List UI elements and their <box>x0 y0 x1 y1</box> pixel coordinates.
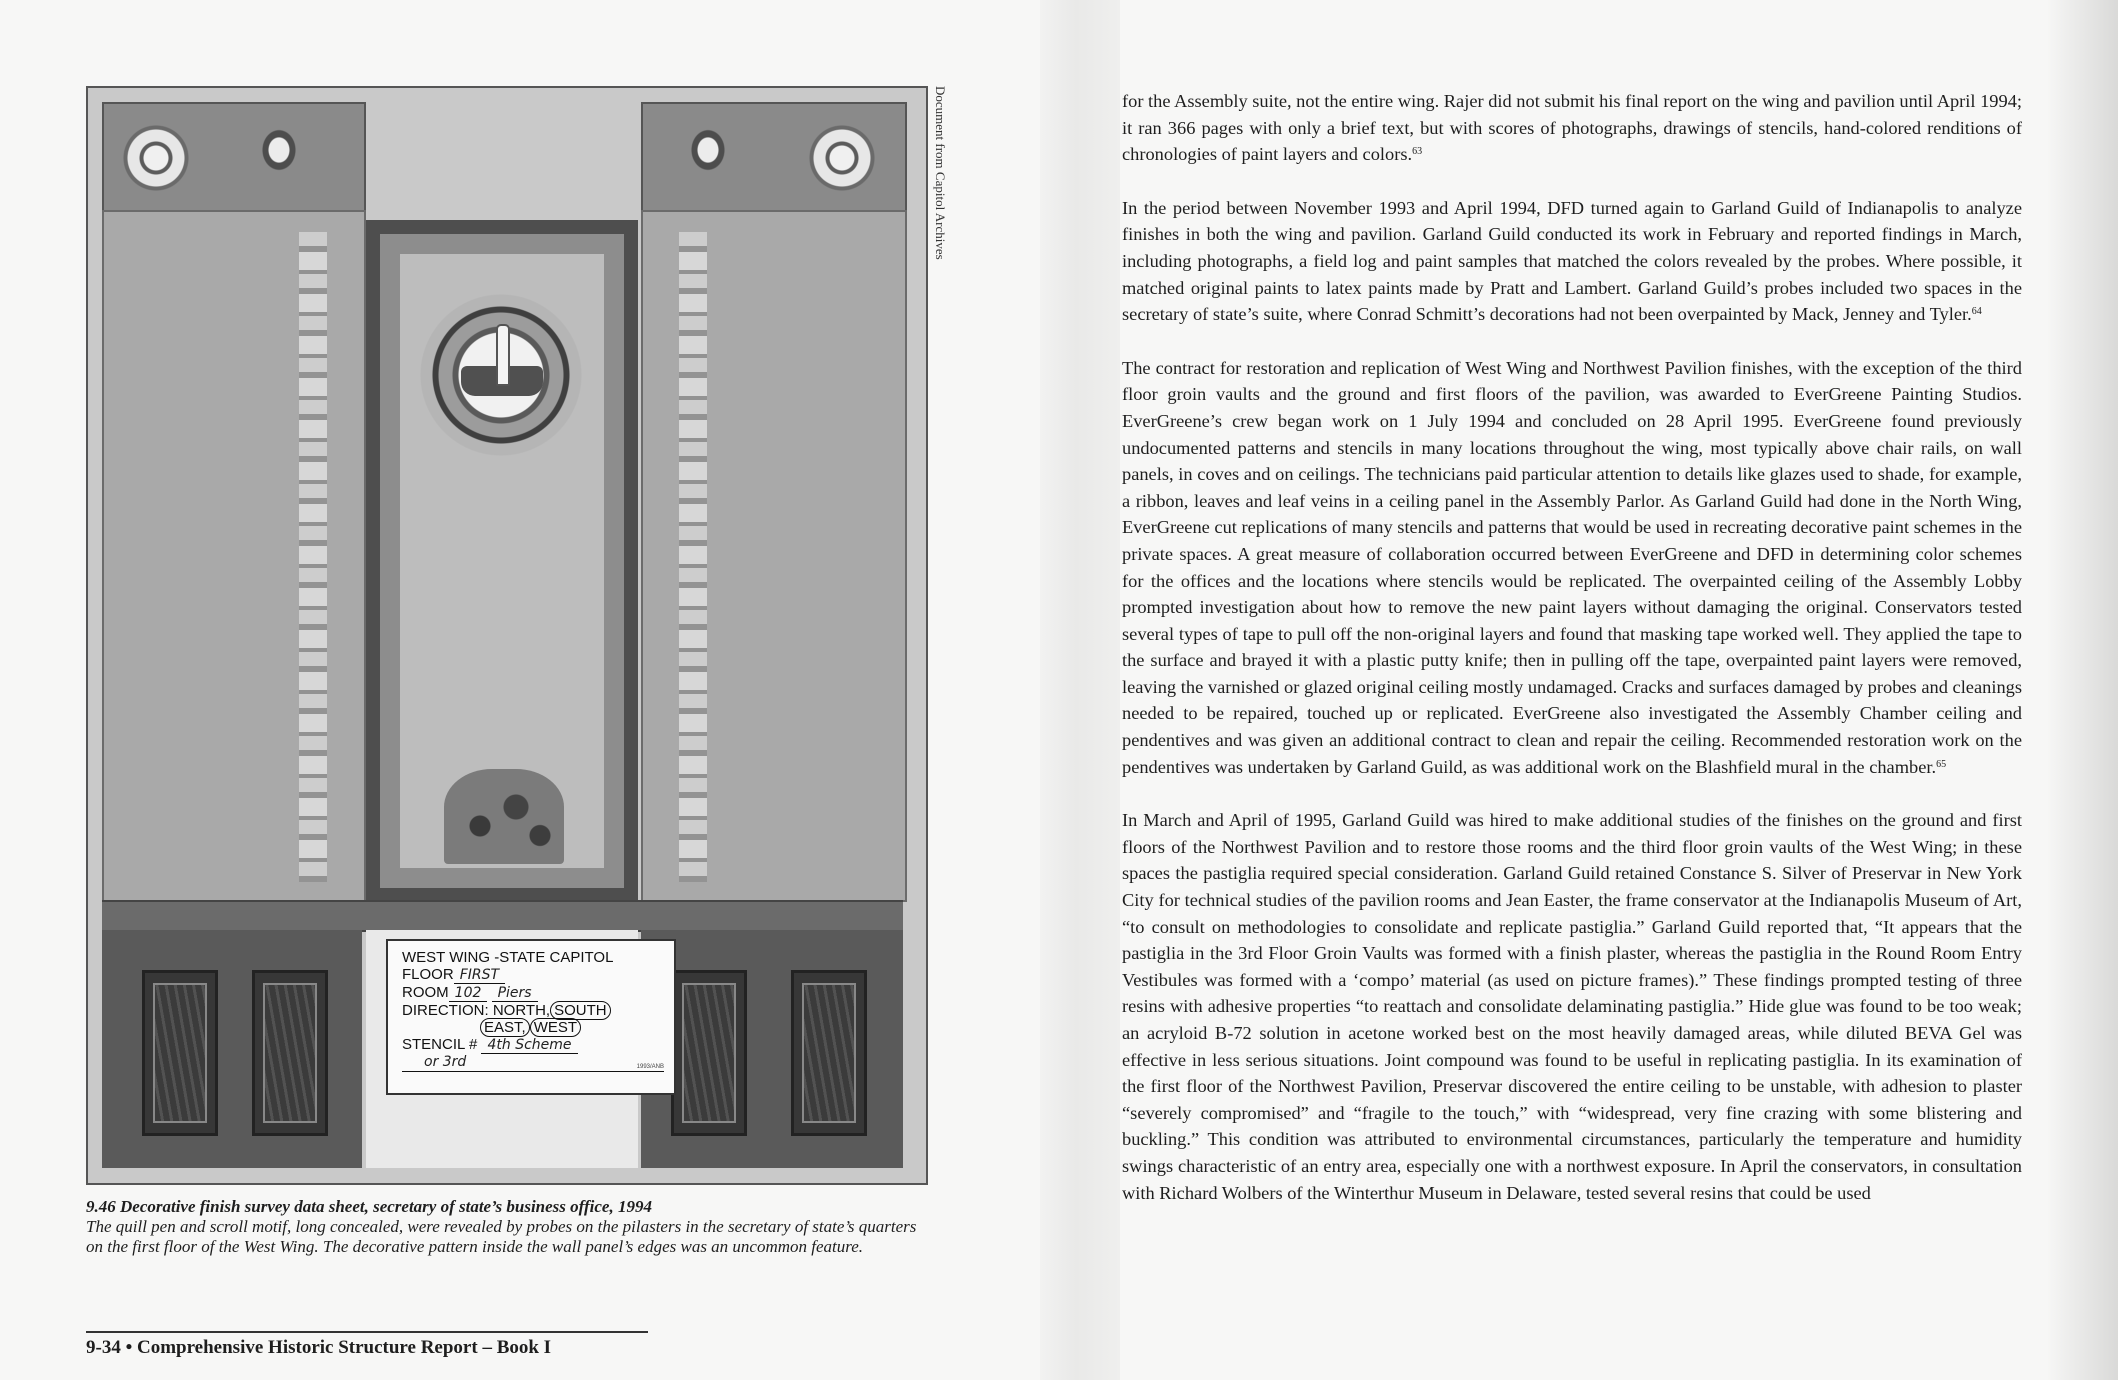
label-line-room: ROOM 102 Piers <box>402 984 664 1002</box>
vine-stencil <box>679 232 707 882</box>
label-line-floor: FLOOR FIRST <box>402 966 664 984</box>
caption-body: The quill pen and scroll motif, long concealed, were revealed by probes on the pilasters in the secretary of state’s quarters on the first floor of the West Wing. The decorative pattern inside the wall panel’s edges was an uncommon feature. <box>86 1217 917 1256</box>
vine-stencil <box>299 232 327 882</box>
wainscot-panel <box>142 970 218 1136</box>
left-wall-panel <box>102 210 366 902</box>
center-panel-field <box>400 254 604 868</box>
right-frieze <box>641 102 907 212</box>
center-wall-panel <box>366 220 638 902</box>
body-text-column <box>1122 88 2022 1233</box>
wainscot-panel <box>252 970 328 1136</box>
survey-label-box <box>386 939 676 1095</box>
label-line-stencil: STENCIL # 4th Scheme <box>402 1036 664 1054</box>
paragraph: The contract for restoration and replication of West Wing and Northwest Pavilion finishes, with the exception of the third floor groin vaults and the ground and first floors of the pavilion, was awarded to EverGreene Painting Studios. EverGreene’s crew began work on 1 July 1994 and concluded on 28 April 1995. EverGreene found previously undocumented patterns and stencils in many locations throughout the wing, most typically above chair rails, on wall panels, in coves and on ceilings. The technicians paid particular attention to details like glazes used to shade, for example, a ribbon, leaves and leaf veins in a ceiling panel in the Assembly Parlor. As Garland Guild had done in the North Wing, EverGreene cut replications of many stencils and patterns that would be used in recreating decorative paint schemes in the private spaces. A great measure of collaboration occurred between EverGreene and DFD in determining color schemes for the offices and the locations where stencils would be replicated. The overpainted ceiling of the Assembly Lobby prompted investigation about how to remove the new paint layers without damaging the original. Conservators tested several types of tape to pull off the non-original layers and found that masking tape worked well. They applied the tape to the surface and brayed it with a plastic putty knife; then in pulling off the tape, overpainted paint layers were removed, leaving the varnished or glazed original ceiling mostly undamaged. Cracks and surfaces damaged by probes and cleanings needed to be repaired, touched up or replicated. EverGreene also investigated the Assembly Chamber ceiling and pendentives and was given an additional contract to clean and repair the ceiling. Recommended restoration work on the pendentives was undertaken by Garland Guild, as was additional work on the Blashfield mural in the chamber.$^{65}$ <box>1122 357 2022 777</box>
label-line-stencil-alt: or 3rd <box>402 1054 664 1072</box>
figure-caption <box>86 1197 936 1257</box>
footnote-ref[interactable]: 63 <box>1412 146 1423 158</box>
wainscot-panel <box>671 970 747 1136</box>
right-wainscot <box>641 930 903 1168</box>
page-edge-shadow <box>2048 0 2118 1380</box>
label-line-direction: DIRECTION: NORTH, SOUTH <box>402 1002 664 1019</box>
footnote-ref[interactable]: 64 <box>1971 306 1982 318</box>
paragraph: In March and April of 1995, Garland Guild was hired to make additional studies of the finishes on the ground and first floors of the Northwest Pavilion and to restore those rooms and the third floor groin vaults of the West Wing; in these spaces the pastiglia required special consideration. Garland Guild retained Constance S. Silver of Preservar in New York City for technical studies of the pavilion rooms and Jean Easter, the frame conservator at the Indianapolis Museum of Art, “to consult on methodologies to consolidate and replicate pastiglia.” Garland Guild reported that, “It appears that the pastiglia in the 3rd Floor Groin Vaults was formed with a finish plaster, whereas the pastiglia in the Round Room Entry Vestibules was formed with a ‘compo’ material (as used on picture frames).” These findings prompted testing of three resins with adhesive properties “to reattach and consolidate delaminating pastiglia.” Hide glue was found to be too weak; an acryloid B-72 solution in acetone worked best on the most heavily damaged areas, while diluted BEVA Gel was effective in less serious situations. Joint compound was found to be useful in replicating pastiglia. In its examination of the first floor of the Northwest Pavilion, Preservar discovered the entire ceiling to be unstable, with adhesion to plaster “severely compromised” and “fragile to the touch,” with “widespread, very fine crazing with some blistering and buckling.” This condition was attributed to environmental circumstances, particularly the temperature and humidity swings characteristic of an entry area, especially one with a northwest exposure. In April the conservators, in consultation with Richard Wolbers of the Winterthur Museum in Delaware, tested several resins that could be used <box>1122 810 2022 1203</box>
left-frieze <box>102 102 366 212</box>
crown-ornament <box>244 122 314 192</box>
center-panel-inner <box>380 234 624 888</box>
label-line-direction-2: EAST, WEST <box>402 1019 664 1036</box>
right-wall-panel <box>641 210 907 902</box>
flower-basket <box>444 769 564 864</box>
rosette-ornament <box>122 124 190 192</box>
quill-pen-motif <box>496 324 510 386</box>
page-footer: 9-34 • Comprehensive Historic Structure Report – Book I <box>86 1337 552 1358</box>
footer-rule <box>86 1331 648 1333</box>
footnote-ref[interactable]: 65 <box>1936 758 1947 770</box>
left-wainscot <box>102 930 362 1168</box>
caption-title: 9.46 Decorative finish survey data sheet, secretary of state’s business office, 1994 <box>86 1197 652 1216</box>
wainscot-panel <box>791 970 867 1136</box>
paragraph: In the period between November 1993 and April 1994, DFD turned again to Garland Guild of Indianapolis to analyze finishes in both the wing and pavilion. Garland Guild conducted its work in February and reported findings in March, including photographs, a field log and paint samples that matched the colors revealed by the probes. Where possible, it matched original paints to latex paints made by Pratt and Lambert. Garland Guild’s probes included two spaces in the secretary of state’s suite, where Conrad Schmitt’s decorations had not been overpainted by Mack, Jenney and Tyler.$^{64}$ <box>1122 197 2022 325</box>
label-small-mark: 1993/ANB <box>636 1064 664 1070</box>
paragraph: for the Assembly suite, not the entire wing. Rajer did not submit his final report on the wing and pavilion until April 1994; it ran 366 pages with only a brief text, but with scores of photographs, drawings of stencils, hand-colored renditions of chronologies of paint layers and colors.$^{63}$ <box>1122 91 2022 165</box>
crown-ornament <box>673 122 743 192</box>
label-line-title: WEST WING -STATE CAPITOL <box>402 949 614 966</box>
rosette-ornament <box>808 124 876 192</box>
page-gutter <box>1040 0 1120 1380</box>
archive-credit: Document from Capitol Archives <box>933 86 948 260</box>
chair-rail <box>102 900 903 932</box>
